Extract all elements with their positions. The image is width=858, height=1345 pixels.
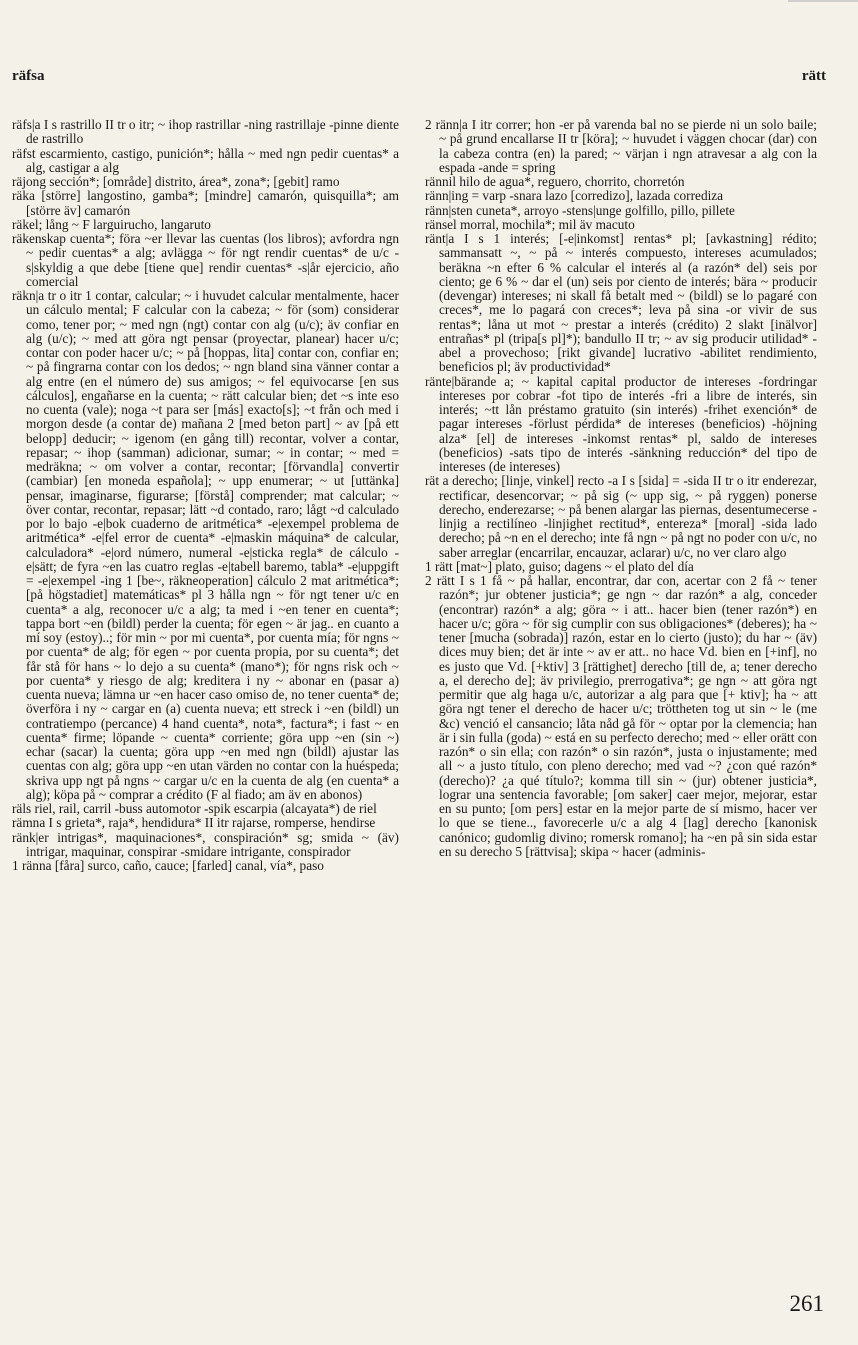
dictionary-entry: ränt|a I s 1 interés; [-e|inkomst] rentas* pl; [avkastning] rédito; sammansatt ~, ~ på ~ interés compuesto, intereses acumulados; beräkna ~n efter 6 % calcular el interés al (a razón* del) seis por ciento; ge 6 % ~ dar el (un) seis por ciento de interés; bära ~ producir (devengar) intereses; ni skall få betalt med ~ (bildl) se lo pagaré con creces*, me lo pagará con creces*; leva på sina -or vivir de sus rentas*; låna ut mot ~ prestar a interés (crédito) 2 slakt [inälvor] entrañas* pl (tripa[s pl]*); bandullo II tr; ~ av sig producir utilidad* -abel a provechoso; [rikt givande] lucrativo -abilitet rendimiento, beneficios pl; äv productividad* xyxy=(425,231,817,375)
dictionary-entry: 2 rätt I s 1 få ~ på hallar, encontrar, dar con, acertar con 2 få ~ tener razón*; jur obtener justicia*; ge ngn ~ dar razón* a alg, conceder (encontrar) razón* a alg; göra ~ i att.. hacer bien (tener razón*) en hacer u/c; göra ~ för sig cumplir con sus obligaciones* (deberes); ha ~ tener [mucha (sobrada)] razón, estar en lo cierto (justo); du har ~ (äv) dices muy bien; det är inte ~ av er att.. no hace Vd. bien en [+inf], no es justo que Vd. [+ktiv] 3 [rättighet] derecho [till de, a; tener derecho a, el derecho de]; äv privilegio, prerrogativa*; ge ngn ~ att göra ngt permitir que alg haga u/c, autorizar a alg para que [+ ktiv]; ha ~ att göra ngt tener el derecho de hacer u/c; tröttheten tog ut sin ~ le (me &c) venció el cansancio; låta nåd gå för ~ optar por la clemencia; han är i sin fulla (goda) ~ está en su perfecto derecho; med ~ eller orätt con razón* o sin ella; con razón* o sin razón*, justa o injustamente; med all ~ a justo título, con pleno derecho; med vad ~? ¿con qué razón* (derecho)? ¿a qué título?; komma till sin ~ (jur) obtener justicia*, lograr una sentencia favorable; [om saker] caer mejor, mejorar, estar en su punto; [om pers] estar en la mejor parte de sí mismo, hacer ver lo que se tiene.., favorecerle u/c a alg 4 [lag] derecho [kanonisk canónico; gudomlig divino; romersk romano]; ha ~en på sin sida estar en su derecho 5 [rättvisa]; skipa ~ hacer (adminis- xyxy=(425,573,817,859)
dictionary-entry: rännil hilo de agua*, reguero, chorrito, chorretón xyxy=(425,174,685,189)
dictionary-entry: räfst escarmiento, castigo, punición*; hålla ~ med ngn pedir cuentas* a alg, castigar a alg xyxy=(12,145,399,175)
dictionary-entry: räkn|a tr o itr 1 contar, calcular; ~ i huvudet calcular mentalmente, hacer un cálculo mental; F calcular con la cabeza; ~ för (som) considerar como, tener por; ~ med ngn (ngt) contar con alg (u/c); äv confiar en alg (u/c); ~ med att göra ngt pensar (proyectar, planear) hacer u/c; contar con poder hacer u/c; ~ på [hoppas, lita] contar con, confiar en; ~ på fingrarna contar con los dedos; ~ ngn bland sina vänner contar a alg entre (en el número de) sus amigos; ~ fel equivocarse [en sus cálculos], engañarse en la cuenta; ~ rätt calcular bien; det ~s inte eso no cuenta (vale); noga ~t para ser [más] exacto[s]; ~t från och med i morgon desde (a contar de) mañana 2 [med beton part] ~ av [på ett belopp] deducir; ~ igenom (en gång till) recontar, volver a contar, repasar; ~ ihop (samman) adicionar, sumar; ~ in contar; ~ med = medräkna; ~ om volver a contar, recontar; [förvandla] convertir (cambiar) [en moneda española]; ~ upp enumerar; ~ ut [uttänka] pensar, imaginarse, figurarse; [förstå] comprender; mat calcular; ~ över contar, recontar, repasar; lätt ~d contado, raro; lågt ~d calculado por lo bajo -e|bok cuaderno de aritmética* -e|exempel problema de aritmética* -e|fel error de cuenta* -e|maskin máquina* de calcular, calculadora* -e|ord número, numeral -e|sticka regla* de cálculo -e|sätt; de fyra ~en las cuatro reglas -e|tabell baremo, tabla* -e|uppgift = -e|exempel -ing 1 [be~, räkneoperation] cálculo 2 mat aritmética*; [på högstadiet] matemáticas* pl 3 hålla ngn ~ för ngt tener u/c en cuenta* a alg, reconocer u/c a alg; ta med i ~en tener en cuenta*; tappa bort ~en (bildl) perder la cuenta; för egen ~ är jag.. en cuanto a mí soy (estoy)..; för min ~ por mi cuenta*, por cuenta mía; för ngns ~ por cuenta* de alg; för egen ~ por cuenta propia, por su cuenta*; det får stå för hans ~ lo dejo a su cuenta* (mano*); för ngns risk och ~ por cuenta* y riesgo de alg; kreditera i ny ~ abonar en (pasar a) cuenta nueva; lämna ur ~en hacer caso omiso de, no tener cuenta* de; överföra i ny ~ cargar en (a) cuenta nueva; ett streck i ~en (bildl) un contratiempo (percance) 4 hand cuenta*, nota*, factura*; i fast ~ en cuenta* firme; löpande ~ cuenta* corriente; göra upp ~en (sin ~) echar (sacar) la cuenta; göra upp ~en med ngn (bildl) ajustar las cuentas con alg; göra upp ~en utan värden no contar con la huéspeda; skriva upp ngt på ngns ~ cargar u/c en la cuenta de alg (en cuenta* a alg); köpa på ~ comprar a crédito (F al fiado; am äv en abonos) xyxy=(12,288,399,802)
dictionary-entry: ränte|bärande a; ~ kapital capital productor de intereses -fordringar intereses por cobrar -fot tipo de interés -fri a libre de interés, sin interés; ~tt lån préstamo gratuito (sin interés) -frihet exención* de pagar intereses -förlust pérdida* de intereses (beneficios) -höjning alza* [el] de intereses -inkomst rentas* pl, saldo de intereses (beneficios) -sats tipo de interés -sänkning reducción* del tipo de intereses (de intereses) xyxy=(425,373,817,474)
dictionary-entry: räfs|a I s rastrillo II tr o itr; ~ ihop rastrillar -ning rastrillaje -pinne diente de rastrillo xyxy=(12,118,399,147)
dictionary-entry: räkenskap cuenta*; föra ~er llevar las cuentas (los libros); avfordra ngn ~ pedir cuentas* a alg; avlägga ~ för ngt rendir cuentas* de u/c -s|skyldig a que debe [tiene que] rendir cuentas* -s|år ejercicio, año comercial xyxy=(12,231,399,289)
dictionary-entry: ränn|sten cuneta*, arroyo -stens|unge golfillo, pillo, pillete xyxy=(425,202,735,218)
dictionary-entry: 1 ränna [fåra] surco, caño, cauce; [farled] canal, vía*, paso xyxy=(12,858,324,873)
dictionary-entry: räjong sección*; [område] distrito, área*, zona*; [gebit] ramo xyxy=(12,174,340,189)
dictionary-entry: ränn|ing = varp -snara lazo [corredizo], lazada corrediza xyxy=(425,188,724,204)
running-head-left: räfsa xyxy=(12,68,45,84)
dictionary-entry: 2 ränn|a I itr correr; hon -er på varenda bal no se pierde ni un solo baile; ~ på grund encallarse II tr [köra]; ~ huvudet i väggen chocar (dar) con la cabeza contra (en) la pared; ~ värjan i ngn atravesar a alg con la espada -ande = spring xyxy=(425,118,817,175)
dictionary-entry: 1 rätt [mat~] plato, guiso; dagens ~ el plato del día xyxy=(425,558,694,574)
page-number: 261 xyxy=(789,1291,824,1316)
dictionary-entry: ränk|er intrigas*, maquinaciones*, conspiración* sg; smida ~ (äv) intrigar, maquinar, conspirar -smidare intrigante, conspirador xyxy=(12,829,399,859)
right-column xyxy=(425,118,817,1293)
dictionary-entry: rät a derecho; [linje, vinkel] recto -a I s [sida] = -sida II tr o itr enderezar, rectificar, desencorvar; ~ på sig (~ upp sig, ~ på ryggen) ponerse derecho, enderezarse; ~ på benen alargar las piernas, desentumecerse -linjig a rectilíneo -linjighet rectitud*, entereza* [moral] -sida lado derecho; på ~n en el derecho; inte få ngn ~ på ngt no poder con u/c, no saber arreglar (encarrilar, encauzar, aclarar) u/c, no ver claro algo xyxy=(425,473,817,560)
dictionary-entry: räls riel, rail, carril -buss automotor -spik escarpia (alcayata*) de riel xyxy=(12,801,377,816)
running-head-right: rätt xyxy=(801,68,826,84)
top-edge-line xyxy=(788,0,858,2)
dictionary-entry: ränsel morral, mochila*; mil äv macuto xyxy=(425,216,635,232)
dictionary-entry: rämna I s grieta*, raja*, hendidura* II itr rajarse, romperse, hendirse xyxy=(12,815,376,831)
dictionary-entry: räka [större] langostino, gamba*; [mindre] camarón, quisquilla*; am [större äv] camarón xyxy=(12,188,399,218)
dictionary-entry: räkel; lång ~ F larguirucho, langaruto xyxy=(12,216,211,232)
left-column xyxy=(12,118,399,1293)
